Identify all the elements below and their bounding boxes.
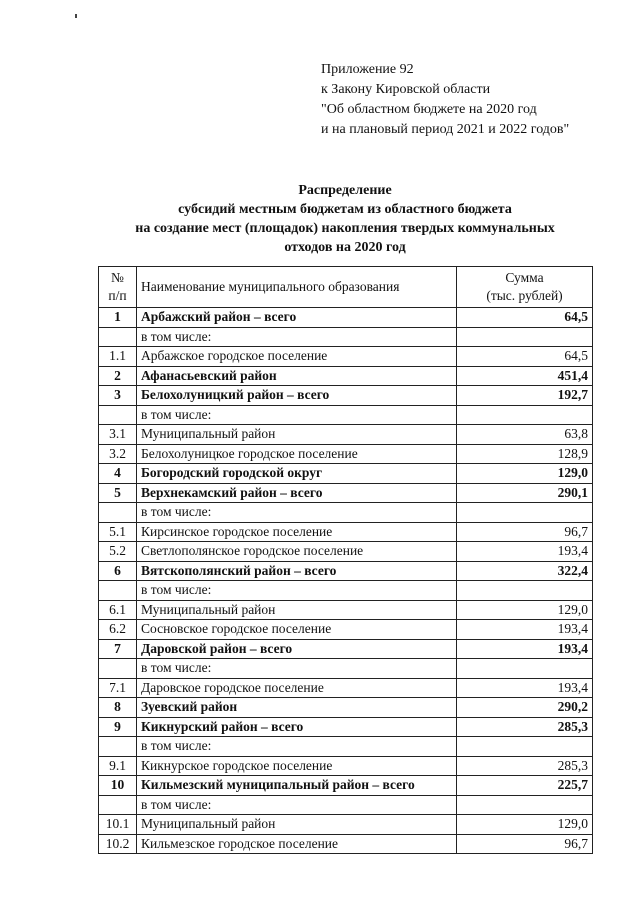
table-row [99,717,593,737]
row-number: 1 [99,308,137,328]
row-number: 4 [99,464,137,484]
row-number [99,795,137,815]
row-name: в том числе: [137,581,457,601]
row-number: 8 [99,698,137,718]
row-amount [457,405,593,425]
row-number: 6.2 [99,620,137,640]
row-amount: 129,0 [457,464,593,484]
row-number: 6 [99,561,137,581]
row-amount: 193,4 [457,620,593,640]
table-row [99,756,593,776]
row-name: Афанасьевский район [137,366,457,386]
appendix-line: к Закону Кировской области [321,82,491,97]
row-number: 9.1 [99,756,137,776]
row-name: Муниципальный район [137,600,457,620]
row-name: Кирсинское городское поселение [137,522,457,542]
table-row [99,503,593,523]
title-line: на создание мест (площадок) накопления твердых коммунальных [135,221,555,236]
header-number-line2: п/п [108,288,127,303]
row-name: Муниципальный район [137,425,457,445]
row-number [99,659,137,679]
header-name: Наименование муниципального образования [137,267,457,308]
row-amount [457,659,593,679]
header-sum-line2: (тыс. рублей) [486,288,563,303]
row-amount: 225,7 [457,776,593,796]
row-number: 5.1 [99,522,137,542]
row-number: 7 [99,639,137,659]
row-name: Даровское городское поселение [137,678,457,698]
table-row [99,483,593,503]
row-name: в том числе: [137,737,457,757]
row-name: Белохолуницкий район – всего [137,386,457,406]
row-name: в том числе: [137,503,457,523]
row-name: в том числе: [137,327,457,347]
document-title [100,181,590,257]
row-amount: 193,4 [457,542,593,562]
table-row [99,581,593,601]
row-amount [457,503,593,523]
scan-speck [75,14,77,18]
appendix-line: и на плановый период 2021 и 2022 годов" [321,122,570,137]
row-number: 3 [99,386,137,406]
row-name: Кильмезское городское поселение [137,834,457,854]
row-number: 1.1 [99,347,137,367]
row-amount [457,737,593,757]
table-row [99,347,593,367]
row-name: Арбажское городское поселение [137,347,457,367]
title-line: субсидий местным бюджетам из областного бюджета [178,202,512,217]
table-row [99,678,593,698]
row-name: Светлополянское городское поселение [137,542,457,562]
row-amount: 129,0 [457,600,593,620]
header-sum-line1: Сумма [505,270,544,285]
header-sum [457,267,593,308]
appendix-line: Приложение 92 [321,62,414,77]
table-row [99,620,593,640]
row-name: Белохолуницкое городское поселение [137,444,457,464]
row-number: 7.1 [99,678,137,698]
appendix-line: "Об областном бюджете на 2020 год [321,102,537,117]
row-amount: 192,7 [457,386,593,406]
row-name: Верхнекамский район – всего [137,483,457,503]
row-amount [457,795,593,815]
appendix-note [321,60,569,140]
row-name: Кильмезский муниципальный район – всего [137,776,457,796]
row-number [99,503,137,523]
row-amount: 193,4 [457,678,593,698]
row-number: 10 [99,776,137,796]
row-number: 5 [99,483,137,503]
row-number: 9 [99,717,137,737]
title-line: Распределение [298,183,392,198]
row-number [99,737,137,757]
row-amount: 451,4 [457,366,593,386]
row-amount: 96,7 [457,522,593,542]
table-row [99,444,593,464]
table-row [99,659,593,679]
table-row [99,600,593,620]
table-row [99,834,593,854]
row-name: Арбажский район – всего [137,308,457,328]
row-number [99,405,137,425]
table-row [99,776,593,796]
row-name: в том числе: [137,405,457,425]
row-number: 5.2 [99,542,137,562]
title-line: отходов на 2020 год [284,240,406,255]
row-name: Кикнурский район – всего [137,717,457,737]
row-name: в том числе: [137,795,457,815]
row-amount: 128,9 [457,444,593,464]
table-row [99,542,593,562]
row-number: 3.1 [99,425,137,445]
row-name: Муниципальный район [137,815,457,835]
table-row [99,327,593,347]
row-amount: 64,5 [457,308,593,328]
row-name: Зуевский район [137,698,457,718]
row-number: 10.2 [99,834,137,854]
table-row [99,405,593,425]
row-name: Даровской район – всего [137,639,457,659]
subsidy-table [98,266,593,854]
row-amount: 64,5 [457,347,593,367]
row-amount: 193,4 [457,639,593,659]
row-name: Богородский городской округ [137,464,457,484]
row-number: 2 [99,366,137,386]
row-name: Вятскополянский район – всего [137,561,457,581]
table-row [99,737,593,757]
row-amount: 290,1 [457,483,593,503]
row-number: 6.1 [99,600,137,620]
row-amount: 63,8 [457,425,593,445]
row-name: в том числе: [137,659,457,679]
row-name: Кикнурское городское поселение [137,756,457,776]
row-amount [457,581,593,601]
table-row [99,795,593,815]
table-row [99,815,593,835]
table-row [99,639,593,659]
row-amount: 285,3 [457,756,593,776]
row-number: 10.1 [99,815,137,835]
header-number-line1: № [111,270,124,285]
row-name: Сосновское городское поселение [137,620,457,640]
row-amount: 290,2 [457,698,593,718]
table-row [99,425,593,445]
row-amount: 285,3 [457,717,593,737]
table-row [99,561,593,581]
header-number [99,267,137,308]
table-row [99,522,593,542]
table-row [99,698,593,718]
row-number [99,327,137,347]
row-amount [457,327,593,347]
row-amount: 129,0 [457,815,593,835]
table-row [99,386,593,406]
row-number: 3.2 [99,444,137,464]
row-amount: 96,7 [457,834,593,854]
row-number [99,581,137,601]
table-row [99,464,593,484]
row-amount: 322,4 [457,561,593,581]
table-row [99,308,593,328]
table-row [99,366,593,386]
table-header-row [99,267,593,308]
